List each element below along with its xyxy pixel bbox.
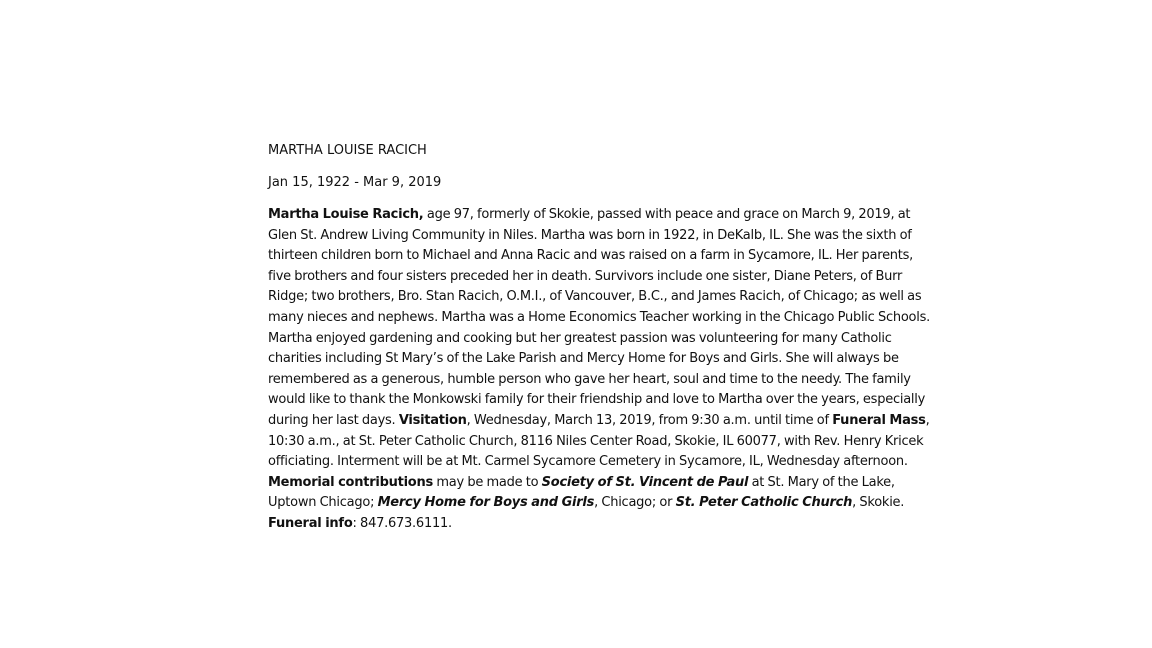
body-text-segment: , Skokie. xyxy=(852,495,905,511)
charity-name: Mercy Home for Boys and Girls xyxy=(377,495,595,511)
body-text-segment: , Chicago; or xyxy=(594,495,676,511)
funeral-mass-label: Funeral Mass xyxy=(832,412,926,428)
name-heading: MARTHA LOUISE RACICH xyxy=(268,143,427,158)
deceased-name: Martha Louise Racich, xyxy=(268,207,424,222)
life-dates: Jan 15, 1922 - Mar 9, 2019 xyxy=(268,175,442,190)
obituary-body xyxy=(268,205,936,535)
memorial-contributions-label: Memorial contributions xyxy=(268,474,433,490)
visitation-label: Visitation xyxy=(398,412,467,428)
body-text-segment: age 97, formerly of Skokie, passed with peace and grace on March 9, 2019, at Glen St. Andrew Living Community in Niles. Martha was born in 1922, in DeKalb, IL. She was the sixth of thirteen children born to Michael and Anna Racic and was raised on a farm in Sycamore, IL. Her parents, five brothers and four sisters preceded her in death. Survivors include one sister, Diane Peters, of Burr Ridge; two brothers, Bro. Stan Racich, O.M.I., of Vancouver, B.C., and James Racich, of Chicago; as well as many nieces and nephews. Martha was a Home Economics Teacher working in the Chicago Public Schools. Martha enjoyed gardening and cooking but her greatest passion was volunteering for many Catholic charities including St Mary’s of the Lake Parish and Mercy Home for Boys and Girls. She will always be remembered as a generous, humble person who gave her heart, soul and time to the needy. The family would like to thank the Monkowski family for their friendship and love to Martha over the years, especially during her last days. xyxy=(268,207,931,428)
charity-name: St. Peter Catholic Church xyxy=(675,495,853,511)
funeral-info-label: Funeral info xyxy=(268,515,353,531)
body-text-segment: , Wednesday, March 13, 2019, from 9:30 a.m. until time of xyxy=(466,412,833,428)
body-text-segment: , 10:30 a.m., at St. Peter Catholic Church, 8116 Niles Center Road, Skokie, IL 60077, with Rev. Henry Kricek officiating. Interment will be at Mt. Carmel Sycamore Cemetery in Sycamore, IL, Wednesday afternoon. xyxy=(268,412,930,470)
charity-name: Society of St. Vincent de Paul xyxy=(541,474,749,490)
body-text-segment: may be made to xyxy=(432,474,542,490)
funeral-info-phone: : 847.673.6111. xyxy=(352,515,452,531)
body-text-segment: at St. Mary of the Lake, Uptown Chicago; xyxy=(268,474,895,511)
obituary-document xyxy=(268,141,936,535)
